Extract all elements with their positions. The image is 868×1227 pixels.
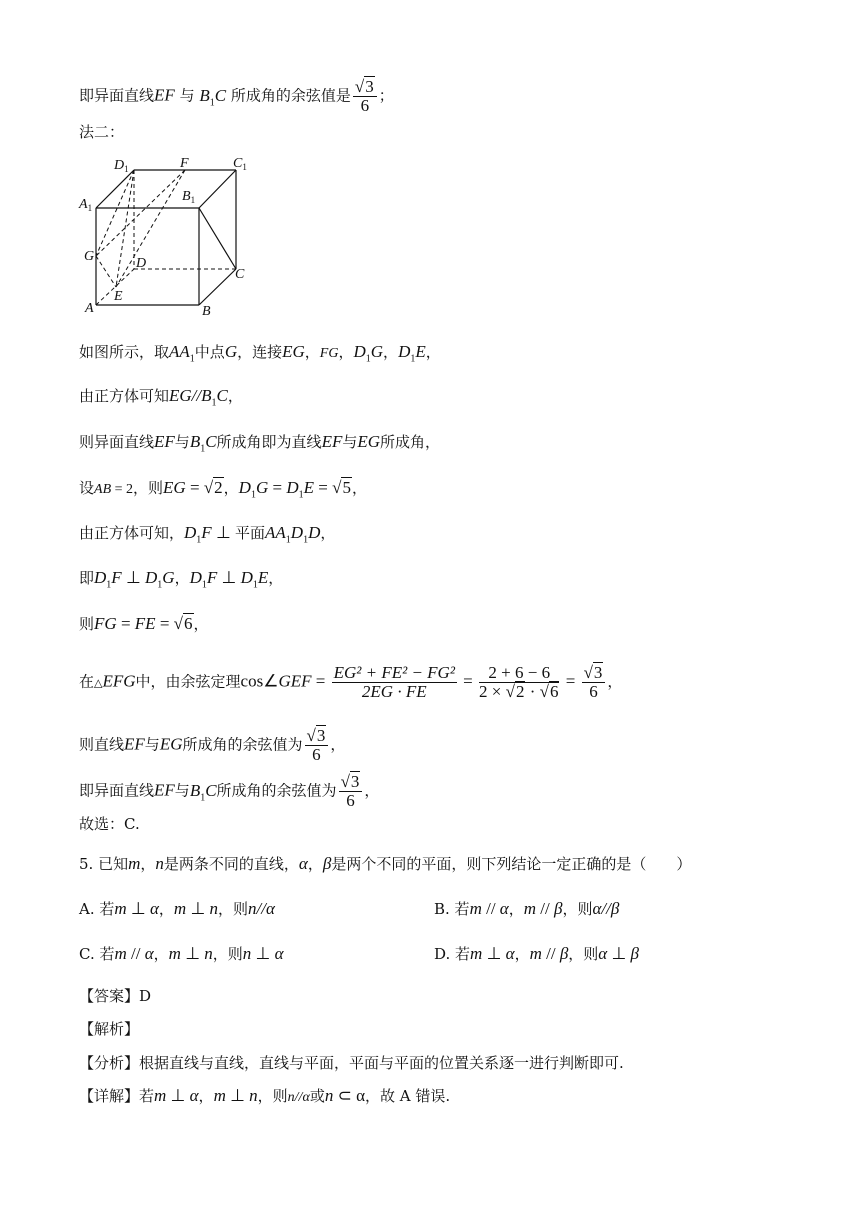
step-11: 故选：C.: [79, 815, 140, 833]
sol1-conclusion: 即异面直线EF 与 $B_1C$ 所成角的余弦值是 $\frac{√3}{6}$ ；: [79, 77, 394, 115]
cube-figure: [78, 152, 258, 322]
label-D: D: [136, 256, 147, 271]
label-D1: $D_1$: [114, 158, 129, 174]
label-A: A: [85, 301, 94, 316]
fraction: $\frac{√3}{6}$: [353, 78, 377, 115]
analysis-xiangjie: 【详解】若m ⊥ α，m ⊥ n，则n//α或n ⊂ α，故 A 错误.: [79, 1086, 451, 1105]
fraction: $\frac{√3}{6}$: [339, 773, 363, 810]
step-2: 由正方体可知$EG//B_1C$，: [79, 386, 243, 409]
step-5: 由正方体可知，$D_1F$ ⊥ 平面$AA_1D_1D$，: [79, 523, 336, 546]
label-C1: $C_1$: [233, 156, 247, 172]
fraction: $\frac{√3}{6}$: [582, 664, 606, 701]
option-d[interactable]: D. 若m ⊥ α，m // β，则α ⊥ β: [434, 944, 640, 963]
label-F: F: [180, 156, 189, 171]
option-a[interactable]: A. 若m ⊥ α，m ⊥ n，则n//α: [79, 899, 275, 918]
question-5-stem: 5. 已知m，n是两条不同的直线，α，β是两个不同的平面，则下列结论一定正确的是（ ）: [79, 854, 692, 873]
option-c[interactable]: C. 若m // α，m ⊥ n，则n ⊥ α: [79, 944, 284, 963]
method2-label: 法二：: [79, 123, 125, 141]
label-A1: $A_1$: [79, 197, 93, 213]
fraction: $\frac{\text{EG² + FE² − FG²}}{2EG \cdot FE}$: [333, 663, 455, 701]
label-C: C: [235, 267, 245, 282]
step-9: 则直线EF与EG所成角的余弦值为 $\frac{√3}{6}$ ，: [79, 726, 346, 764]
option-b[interactable]: B. 若m // α，m // β，则α//β: [434, 899, 620, 918]
label-B1: $B_1$: [182, 189, 196, 205]
step-4: 设AB = 2，则EG = √2，$D_1G = D_1E = √5$，: [79, 478, 367, 501]
step-7: 则FG = FE = √6，: [79, 614, 209, 633]
fraction: $\frac{√3}{6}$: [305, 727, 329, 764]
label-B: B: [202, 304, 211, 319]
answer-label: 【答案】D: [79, 987, 152, 1005]
step-8: 在△EFG中，由余弦定理cos∠GEF = $\frac{\text{EG² + FE² − FG²}}{2EG \cdot FE}$ = $\frac{2 + 6 - 6}{2 \times √2 \cdot √6}$ = $\frac{√3}{6}$ ，: [79, 663, 623, 701]
fraction: $\frac{2 + 6 - 6}{2 \times √2 \cdot √6}$: [479, 663, 559, 701]
analysis-label: 【解析】: [79, 1020, 140, 1038]
label-G: G: [84, 249, 95, 264]
label-E: E: [114, 289, 123, 304]
step-3: 则异面直线EF与$B_1C$所成角即为直线EF与EG所成角，: [79, 432, 441, 455]
step-6: 即$D_1F$ ⊥ $D_1G$，$D_1F$ ⊥ $D_1E$，: [79, 568, 284, 591]
step-10: 即异面直线EF与$B_1C$所成角的余弦值为 $\frac{√3}{6}$ ，: [79, 772, 380, 810]
analysis-fenxi: 【分析】根据直线与直线，直线与平面，平面与平面的位置关系逐一进行判断即可.: [79, 1054, 624, 1072]
step-1: 如图所示，取$AA_1$中点G，连接EG，FG，$D_1G$，$D_1E$，: [79, 342, 441, 365]
